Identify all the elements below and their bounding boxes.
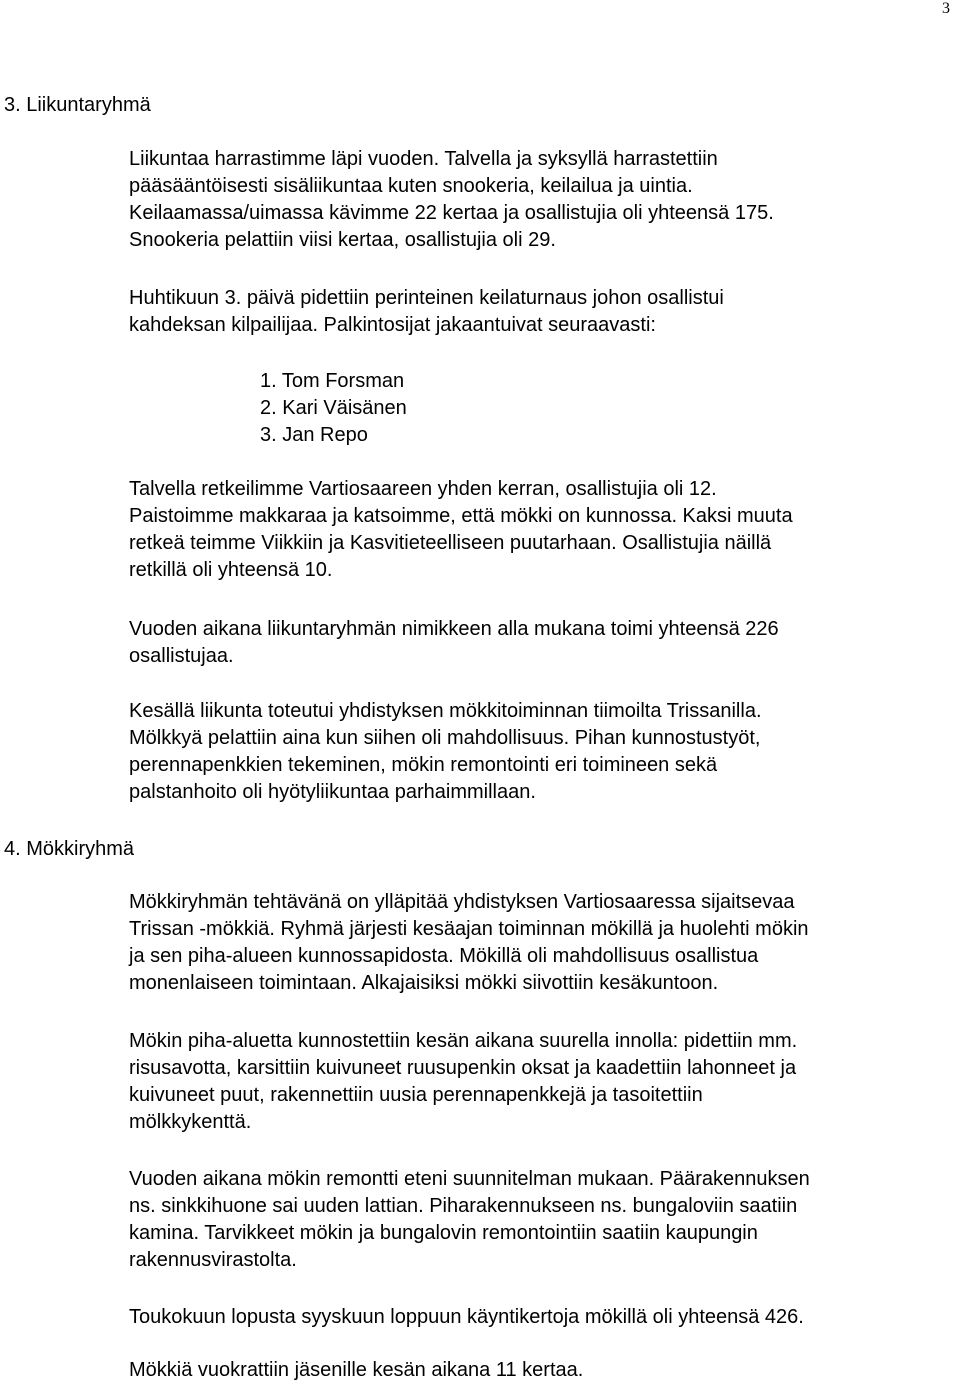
list-item: 3. Jan Repo bbox=[260, 424, 368, 446]
text-line: Vuoden aikana liikuntaryhmän nimikkeen alla mukana toimi yhteensä 226 bbox=[129, 618, 779, 640]
paragraph-kayntikerrat bbox=[129, 1304, 804, 1331]
text-line: monenlaiseen toimintaan. Alkajaisiksi mökki siivottiin kesäkuntoon. bbox=[129, 972, 719, 994]
paragraph-osallistujat bbox=[129, 616, 779, 670]
paragraph-kesa-liikunta bbox=[129, 698, 762, 806]
winners-list bbox=[260, 368, 407, 449]
list-item: 2. Kari Väisänen bbox=[260, 397, 407, 419]
paragraph-piha-alue bbox=[129, 1028, 797, 1136]
text-line: kuivuneet puut, rakennettiin uusia perennapenkkejä ja tasoitettiin bbox=[129, 1084, 703, 1106]
text-line: retkeä teimme Viikkiin ja Kasvitieteelliseen puutarhaan. Osallistujia näillä bbox=[129, 532, 772, 554]
text-line: Kesällä liikunta toteutui yhdistyksen mökkitoiminnan tiimoilta Trissanilla. bbox=[129, 700, 762, 722]
text-line: Paistoimme makkaraa ja katsoimme, että mökki on kunnossa. Kaksi muuta bbox=[129, 505, 793, 527]
text-line: Huhtikuun 3. päivä pidettiin perinteinen keilaturnaus johon osallistui bbox=[129, 287, 724, 309]
text-line: risusavotta, karsittiin kuivuneet ruusupenkin oksat ja kaadettiin lahonneet ja bbox=[129, 1057, 797, 1079]
text-line: Mölkkyä pelattiin aina kun siihen oli mahdollisuus. Pihan kunnostustyöt, bbox=[129, 727, 761, 749]
text-line: rakennusvirastolta. bbox=[129, 1249, 297, 1271]
paragraph-vuokraus bbox=[129, 1357, 583, 1384]
paragraph-mokki-tehtava bbox=[129, 889, 809, 997]
text-line: Vuoden aikana mökin remontti eteni suunnitelman mukaan. Päärakennuksen bbox=[129, 1168, 810, 1190]
text-line: Liikuntaa harrastimme läpi vuoden. Talvella ja syksyllä harrastettiin bbox=[129, 148, 718, 170]
text-line: Mökkiä vuokrattiin jäsenille kesän aikana 11 kertaa. bbox=[129, 1359, 584, 1381]
text-line: pääsääntöisesti sisäliikuntaa kuten snookeria, keilailua ja uintia. bbox=[129, 175, 693, 197]
section-heading-mokkiryhma: 4. Mökkiryhmä bbox=[4, 838, 135, 860]
paragraph-retkeily bbox=[129, 476, 793, 584]
text-line: Trissan -mökkiä. Ryhmä järjesti kesäajan toiminnan mökillä ja huolehti mökin bbox=[129, 918, 809, 940]
paragraph-keilaturnaus bbox=[129, 285, 724, 339]
text-line: ja sen piha-alueen kunnossapidosta. Mökillä oli mahdollisuus osallistua bbox=[129, 945, 759, 967]
section-heading-liikuntaryhma: 3. Liikuntaryhmä bbox=[4, 94, 151, 116]
text-line: mölkkykenttä. bbox=[129, 1111, 252, 1133]
text-line: osallistujaa. bbox=[129, 645, 234, 667]
paragraph-liikunta-intro bbox=[129, 146, 774, 254]
text-line: Keilaamassa/uimassa kävimme 22 kertaa ja osallistujia oli yhteensä 175. bbox=[129, 202, 774, 224]
text-line: Mökkiryhmän tehtävänä on ylläpitää yhdistyksen Vartiosaaressa sijaitsevaa bbox=[129, 891, 795, 913]
page-number: 3 bbox=[942, 0, 950, 17]
text-line: Talvella retkeilimme Vartiosaareen yhden kerran, osallistujia oli 12. bbox=[129, 478, 717, 500]
text-line: retkillä oli yhteensä 10. bbox=[129, 559, 333, 581]
text-line: palstanhoito oli hyötyliikuntaa parhaimmillaan. bbox=[129, 781, 536, 803]
text-line: perennapenkkien tekeminen, mökin remontointi eri toimineen sekä bbox=[129, 754, 718, 776]
text-line: Mökin piha-aluetta kunnostettiin kesän aikana suurella innolla: pidettiin mm. bbox=[129, 1030, 798, 1052]
text-line: Toukokuun lopusta syyskuun loppuun käyntikertoja mökillä oli yhteensä 426. bbox=[129, 1306, 804, 1328]
text-line: Snookeria pelattiin viisi kertaa, osallistujia oli 29. bbox=[129, 229, 556, 251]
text-line: kamina. Tarvikkeet mökin ja bungalovin remontointiin saatiin kaupungin bbox=[129, 1222, 758, 1244]
text-line: ns. sinkkihuone sai uuden lattian. Piharakennukseen ns. bungaloviin saatiin bbox=[129, 1195, 798, 1217]
text-line: kahdeksan kilpailijaa. Palkintosijat jakaantuivat seuraavasti: bbox=[129, 314, 656, 336]
paragraph-remontti bbox=[129, 1166, 810, 1274]
list-item: 1. Tom Forsman bbox=[260, 370, 405, 392]
